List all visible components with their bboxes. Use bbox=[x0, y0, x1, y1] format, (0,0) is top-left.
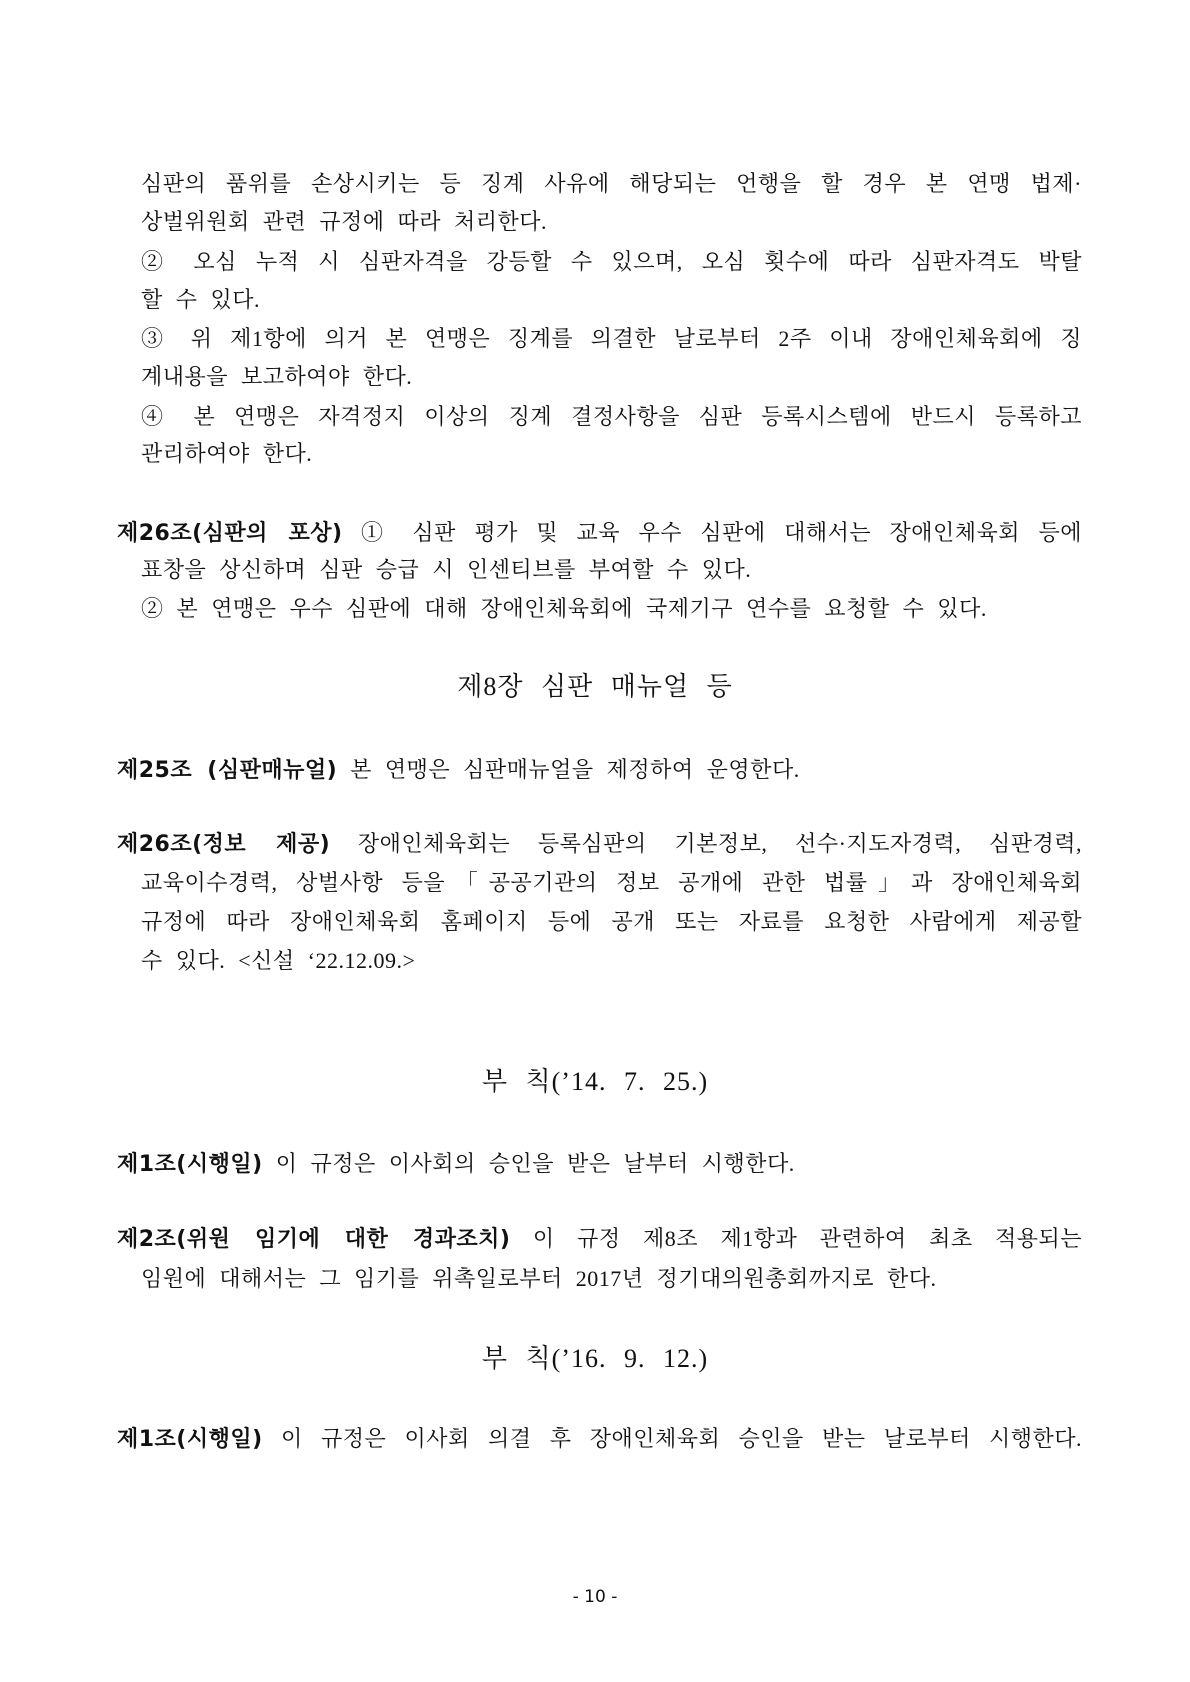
article-26-info-first-line bbox=[117, 829, 1082, 859]
body-text-line: 표창을 상신하며 심판 승급 시 인센티브를 부여할 수 있다. bbox=[141, 557, 752, 582]
addendum-heading: 부 칙(’14. 7. 25.) bbox=[481, 1067, 709, 1096]
chapter-heading: 제8장 심판 매뉴얼 등 bbox=[457, 672, 733, 701]
article-text: 본 연맹은 심판매뉴얼을 제정하여 운영한다. bbox=[350, 757, 800, 782]
article-title: 제2조(위원 임기에 대한 경과조치) bbox=[117, 1227, 511, 1252]
body-text-line: 수 있다. <신설 ‘22.12.09.> bbox=[141, 948, 416, 973]
page-number: - 10 - bbox=[572, 1587, 618, 1607]
article-title: 제1조(시행일) bbox=[117, 1152, 263, 1177]
body-text-line: 상벌위원회 관련 규정에 따라 처리한다. bbox=[141, 209, 548, 234]
article-text: ① 심판 평가 및 교육 우수 심판에 대해서는 장애인체육회 등에 bbox=[361, 520, 1082, 545]
body-text-line: ④ 본 연맹은 자격정지 이상의 징계 결정사항을 심판 등록시스템에 반드시 등록하고 bbox=[141, 404, 1082, 429]
body-text-line: 심판의 품위를 손상시키는 등 징계 사유에 해당되는 언행을 할 경우 본 연맹 법제· bbox=[141, 171, 1082, 196]
article-text: 이 규정은 이사회의 승인을 받은 날부터 시행한다. bbox=[275, 1151, 795, 1176]
addendum-article-line bbox=[117, 1224, 1082, 1254]
body-text-line: 계내용을 보고하여야 한다. bbox=[141, 364, 413, 389]
article-text: 이 규정 제8조 제1항과 관련하여 최초 적용되는 bbox=[532, 1226, 1083, 1251]
article-text: 이 규정은 이사회 의결 후 장애인체육회 승인을 받는 날로부터 시행한다. bbox=[280, 1426, 1082, 1451]
body-text-line: ③ 위 제1항에 의거 본 연맹은 징계를 의결한 날로부터 2주 이내 장애인체육회에 징 bbox=[141, 326, 1082, 351]
addendum-heading: 부 칙(’16. 9. 12.) bbox=[481, 1344, 709, 1373]
article-title: 제26조(심판의 포상) bbox=[117, 521, 343, 546]
article-title: 제1조(시행일) bbox=[117, 1427, 263, 1452]
body-text-line: ② 본 연맹은 우수 심판에 대해 장애인체육회에 국제기구 연수를 요청할 수 있다. bbox=[141, 596, 987, 621]
body-text-line: 임원에 대해서는 그 임기를 위촉일로부터 2017년 정기대의원총회까지로 한다. bbox=[141, 1266, 937, 1291]
article-26-award-first-line bbox=[117, 518, 1082, 548]
article-text: 장애인체육회는 등록심판의 기본정보, 선수·지도자경력, 심판경력, bbox=[357, 831, 1082, 856]
body-text-line: 할 수 있다. bbox=[141, 287, 261, 312]
article-25-line bbox=[117, 755, 1082, 785]
addendum-article-line bbox=[117, 1149, 1082, 1179]
body-text-line: 관리하여야 한다. bbox=[141, 441, 313, 466]
addendum-article-line bbox=[117, 1424, 1082, 1454]
article-title: 제25조 (심판매뉴얼) bbox=[117, 758, 338, 783]
body-text-line: ② 오심 누적 시 심판자격을 강등할 수 있으며, 오심 횟수에 따라 심판자격도 박탈 bbox=[141, 249, 1082, 274]
body-text-line: 규정에 따라 장애인체육회 홈페이지 등에 공개 또는 자료를 요청한 사람에게 제공할 bbox=[141, 909, 1082, 934]
article-title: 제26조(정보 제공) bbox=[117, 832, 331, 857]
body-text-line: 교육이수경력, 상벌사항 등을「공공기관의 정보 공개에 관한 법률」과 장애인체육회 bbox=[141, 870, 1082, 895]
